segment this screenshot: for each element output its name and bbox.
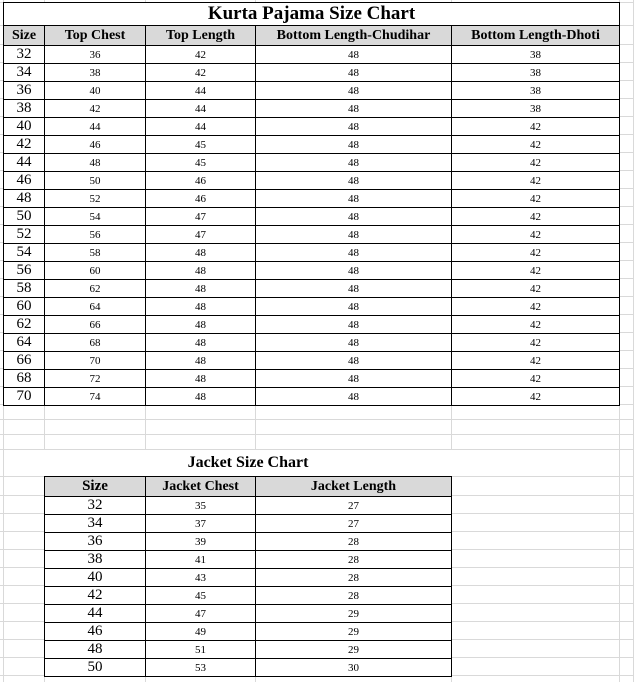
top-chest-cell[interactable]: 58 (45, 244, 146, 262)
size-cell[interactable]: 50 (4, 208, 45, 226)
top-length-cell[interactable]: 48 (146, 352, 256, 370)
size-cell[interactable]: 62 (4, 316, 45, 334)
bottom-length-chudihar-cell[interactable]: 48 (256, 64, 452, 82)
top-chest-cell[interactable]: 60 (45, 262, 146, 280)
jacket-length-cell[interactable]: 28 (256, 551, 452, 569)
size-cell[interactable]: 68 (4, 370, 45, 388)
top-chest-cell[interactable]: 38 (45, 64, 146, 82)
table-row (4, 136, 620, 154)
jacket-chest-cell[interactable]: 43 (146, 569, 256, 587)
size-cell[interactable]: 66 (4, 352, 45, 370)
bottom-length-chudihar-cell[interactable]: 48 (256, 298, 452, 316)
size-cell[interactable]: 44 (45, 605, 146, 623)
size-cell[interactable]: 50 (45, 659, 146, 677)
top-chest-cell[interactable]: 40 (45, 82, 146, 100)
bottom-length-chudihar-cell[interactable]: 48 (256, 82, 452, 100)
table-row (45, 569, 452, 587)
table-row (4, 190, 620, 208)
table-row (45, 605, 452, 623)
top-length-cell[interactable]: 42 (146, 64, 256, 82)
bottom-length-dhoti-cell[interactable]: 42 (452, 370, 620, 388)
bottom-length-dhoti-cell[interactable]: 42 (452, 136, 620, 154)
bottom-length-dhoti-cell[interactable]: 42 (452, 316, 620, 334)
jacket-chart-title: Jacket Size Chart (45, 450, 452, 477)
bottom-length-chudihar-cell[interactable]: 48 (256, 226, 452, 244)
table-row (4, 100, 620, 118)
bottom-length-chudihar-cell[interactable]: 48 (256, 388, 452, 406)
table-row (4, 118, 620, 136)
top-length-cell[interactable]: 48 (146, 262, 256, 280)
bottom-length-chudihar-cell[interactable]: 48 (256, 370, 452, 388)
bottom-length-dhoti-cell[interactable]: 42 (452, 154, 620, 172)
table-row (4, 154, 620, 172)
column-header-size[interactable]: Size (45, 477, 146, 497)
size-cell[interactable]: 54 (4, 244, 45, 262)
size-cell[interactable]: 34 (4, 64, 45, 82)
top-chest-cell[interactable]: 48 (45, 154, 146, 172)
bottom-length-chudihar-cell[interactable]: 48 (256, 334, 452, 352)
table-row (4, 316, 620, 334)
table-row (45, 587, 452, 605)
table-row (4, 388, 620, 406)
top-chest-cell[interactable]: 54 (45, 208, 146, 226)
top-length-cell[interactable]: 46 (146, 172, 256, 190)
jacket-chest-cell[interactable]: 47 (146, 605, 256, 623)
top-chest-cell[interactable]: 64 (45, 298, 146, 316)
bottom-length-chudihar-cell[interactable]: 48 (256, 118, 452, 136)
jacket-chest-cell[interactable]: 49 (146, 623, 256, 641)
jacket-length-cell[interactable]: 27 (256, 515, 452, 533)
size-cell[interactable]: 46 (45, 623, 146, 641)
size-cell[interactable]: 48 (4, 190, 45, 208)
top-length-cell[interactable]: 42 (146, 46, 256, 64)
bottom-length-dhoti-cell[interactable]: 38 (452, 82, 620, 100)
kurta-pajama-size-chart (3, 2, 620, 406)
table-row (4, 208, 620, 226)
bottom-length-chudihar-cell[interactable]: 48 (256, 262, 452, 280)
size-cell[interactable]: 52 (4, 226, 45, 244)
top-chest-cell[interactable]: 56 (45, 226, 146, 244)
bottom-length-dhoti-cell[interactable]: 42 (452, 262, 620, 280)
top-chest-cell[interactable]: 68 (45, 334, 146, 352)
size-cell[interactable]: 36 (45, 533, 146, 551)
bottom-length-dhoti-cell[interactable]: 42 (452, 244, 620, 262)
top-chest-cell[interactable]: 42 (45, 100, 146, 118)
table-row (4, 46, 620, 64)
size-cell[interactable]: 42 (45, 587, 146, 605)
jacket-length-cell[interactable]: 28 (256, 587, 452, 605)
top-length-cell[interactable]: 47 (146, 226, 256, 244)
top-length-cell[interactable]: 48 (146, 298, 256, 316)
top-length-cell[interactable]: 48 (146, 388, 256, 406)
size-cell[interactable]: 38 (45, 551, 146, 569)
top-length-cell[interactable]: 44 (146, 82, 256, 100)
top-length-cell[interactable]: 44 (146, 100, 256, 118)
bottom-length-chudihar-cell[interactable]: 48 (256, 190, 452, 208)
table-row (45, 641, 452, 659)
table-row (4, 334, 620, 352)
size-cell[interactable]: 44 (4, 154, 45, 172)
jacket-length-cell[interactable]: 29 (256, 623, 452, 641)
bottom-length-dhoti-cell[interactable]: 38 (452, 100, 620, 118)
size-cell[interactable]: 40 (45, 569, 146, 587)
size-cell[interactable]: 42 (4, 136, 45, 154)
table-row (4, 172, 620, 190)
bottom-length-dhoti-cell[interactable]: 38 (452, 46, 620, 64)
top-chest-cell[interactable]: 36 (45, 46, 146, 64)
jacket-chest-cell[interactable]: 51 (146, 641, 256, 659)
table-row (4, 298, 620, 316)
bottom-length-chudihar-cell[interactable]: 48 (256, 244, 452, 262)
table-row (4, 82, 620, 100)
size-cell[interactable]: 70 (4, 388, 45, 406)
bottom-length-dhoti-cell[interactable]: 42 (452, 298, 620, 316)
column-header-top-chest[interactable]: Top Chest (45, 26, 146, 46)
table-row (4, 370, 620, 388)
table-row (4, 262, 620, 280)
column-header-size[interactable]: Size (4, 26, 45, 46)
top-chest-cell[interactable]: 44 (45, 118, 146, 136)
top-length-cell[interactable]: 48 (146, 370, 256, 388)
size-cell[interactable]: 58 (4, 280, 45, 298)
size-cell[interactable]: 32 (4, 46, 45, 64)
jacket-header-row (45, 477, 452, 497)
table-row (45, 623, 452, 641)
column-header-bottom-length-dhoti[interactable]: Bottom Length-Dhoti (452, 26, 620, 46)
table-row (4, 352, 620, 370)
column-header-jacket-length[interactable]: Jacket Length (256, 477, 452, 497)
column-header-jacket-chest[interactable]: Jacket Chest (146, 477, 256, 497)
jacket-length-cell[interactable]: 28 (256, 569, 452, 587)
jacket-chest-cell[interactable]: 41 (146, 551, 256, 569)
table-row (4, 64, 620, 82)
jacket-length-cell[interactable]: 29 (256, 605, 452, 623)
top-length-cell[interactable]: 45 (146, 154, 256, 172)
top-chest-cell[interactable]: 52 (45, 190, 146, 208)
bottom-length-chudihar-cell[interactable]: 48 (256, 136, 452, 154)
size-cell[interactable]: 46 (4, 172, 45, 190)
table-row (4, 244, 620, 262)
table-row (4, 226, 620, 244)
size-cell[interactable]: 34 (45, 515, 146, 533)
table-row (45, 533, 452, 551)
top-length-cell[interactable]: 47 (146, 208, 256, 226)
bottom-length-chudihar-cell[interactable]: 48 (256, 172, 452, 190)
top-length-cell[interactable]: 48 (146, 280, 256, 298)
top-chest-cell[interactable]: 70 (45, 352, 146, 370)
jacket-length-cell[interactable]: 30 (256, 659, 452, 677)
bottom-length-dhoti-cell[interactable]: 42 (452, 388, 620, 406)
table-row (45, 551, 452, 569)
top-chest-cell[interactable]: 46 (45, 136, 146, 154)
bottom-length-chudihar-cell[interactable]: 48 (256, 46, 452, 64)
top-length-cell[interactable]: 46 (146, 190, 256, 208)
jacket-chest-cell[interactable]: 39 (146, 533, 256, 551)
top-length-cell[interactable]: 44 (146, 118, 256, 136)
size-cell[interactable]: 48 (45, 641, 146, 659)
bottom-length-dhoti-cell[interactable]: 42 (452, 226, 620, 244)
jacket-length-cell[interactable]: 29 (256, 641, 452, 659)
bottom-length-chudihar-cell[interactable]: 48 (256, 208, 452, 226)
bottom-length-chudihar-cell[interactable]: 48 (256, 316, 452, 334)
top-chest-cell[interactable]: 50 (45, 172, 146, 190)
jacket-chest-cell[interactable]: 45 (146, 587, 256, 605)
top-length-cell[interactable]: 48 (146, 244, 256, 262)
bottom-length-dhoti-cell[interactable]: 42 (452, 334, 620, 352)
size-cell[interactable]: 56 (4, 262, 45, 280)
bottom-length-dhoti-cell[interactable]: 42 (452, 208, 620, 226)
bottom-length-chudihar-cell[interactable]: 48 (256, 100, 452, 118)
table-row (45, 497, 452, 515)
table-row (45, 659, 452, 677)
bottom-length-chudihar-cell[interactable]: 48 (256, 154, 452, 172)
jacket-size-chart (44, 450, 452, 677)
jacket-chest-cell[interactable]: 53 (146, 659, 256, 677)
size-cell[interactable]: 38 (4, 100, 45, 118)
kurta-chart-title: Kurta Pajama Size Chart (4, 3, 620, 26)
bottom-length-chudihar-cell[interactable]: 48 (256, 352, 452, 370)
jacket-length-cell[interactable]: 28 (256, 533, 452, 551)
column-header-top-length[interactable]: Top Length (146, 26, 256, 46)
size-cell[interactable]: 64 (4, 334, 45, 352)
table-row (45, 515, 452, 533)
jacket-length-cell[interactable]: 27 (256, 497, 452, 515)
bottom-length-dhoti-cell[interactable]: 42 (452, 352, 620, 370)
jacket-chest-cell[interactable]: 37 (146, 515, 256, 533)
top-chest-cell[interactable]: 66 (45, 316, 146, 334)
top-chest-cell[interactable]: 62 (45, 280, 146, 298)
bottom-length-dhoti-cell[interactable]: 38 (452, 64, 620, 82)
bottom-length-dhoti-cell[interactable]: 42 (452, 280, 620, 298)
top-chest-cell[interactable]: 74 (45, 388, 146, 406)
column-header-bottom-length-chudihar[interactable]: Bottom Length-Chudihar (256, 26, 452, 46)
size-cell[interactable]: 40 (4, 118, 45, 136)
bottom-length-dhoti-cell[interactable]: 42 (452, 118, 620, 136)
size-cell[interactable]: 32 (45, 497, 146, 515)
top-chest-cell[interactable]: 72 (45, 370, 146, 388)
jacket-chest-cell[interactable]: 35 (146, 497, 256, 515)
size-cell[interactable]: 36 (4, 82, 45, 100)
top-length-cell[interactable]: 48 (146, 316, 256, 334)
bottom-length-chudihar-cell[interactable]: 48 (256, 280, 452, 298)
kurta-header-row (4, 26, 620, 46)
top-length-cell[interactable]: 48 (146, 334, 256, 352)
size-cell[interactable]: 60 (4, 298, 45, 316)
top-length-cell[interactable]: 45 (146, 136, 256, 154)
bottom-length-dhoti-cell[interactable]: 42 (452, 190, 620, 208)
table-row (4, 280, 620, 298)
bottom-length-dhoti-cell[interactable]: 42 (452, 172, 620, 190)
